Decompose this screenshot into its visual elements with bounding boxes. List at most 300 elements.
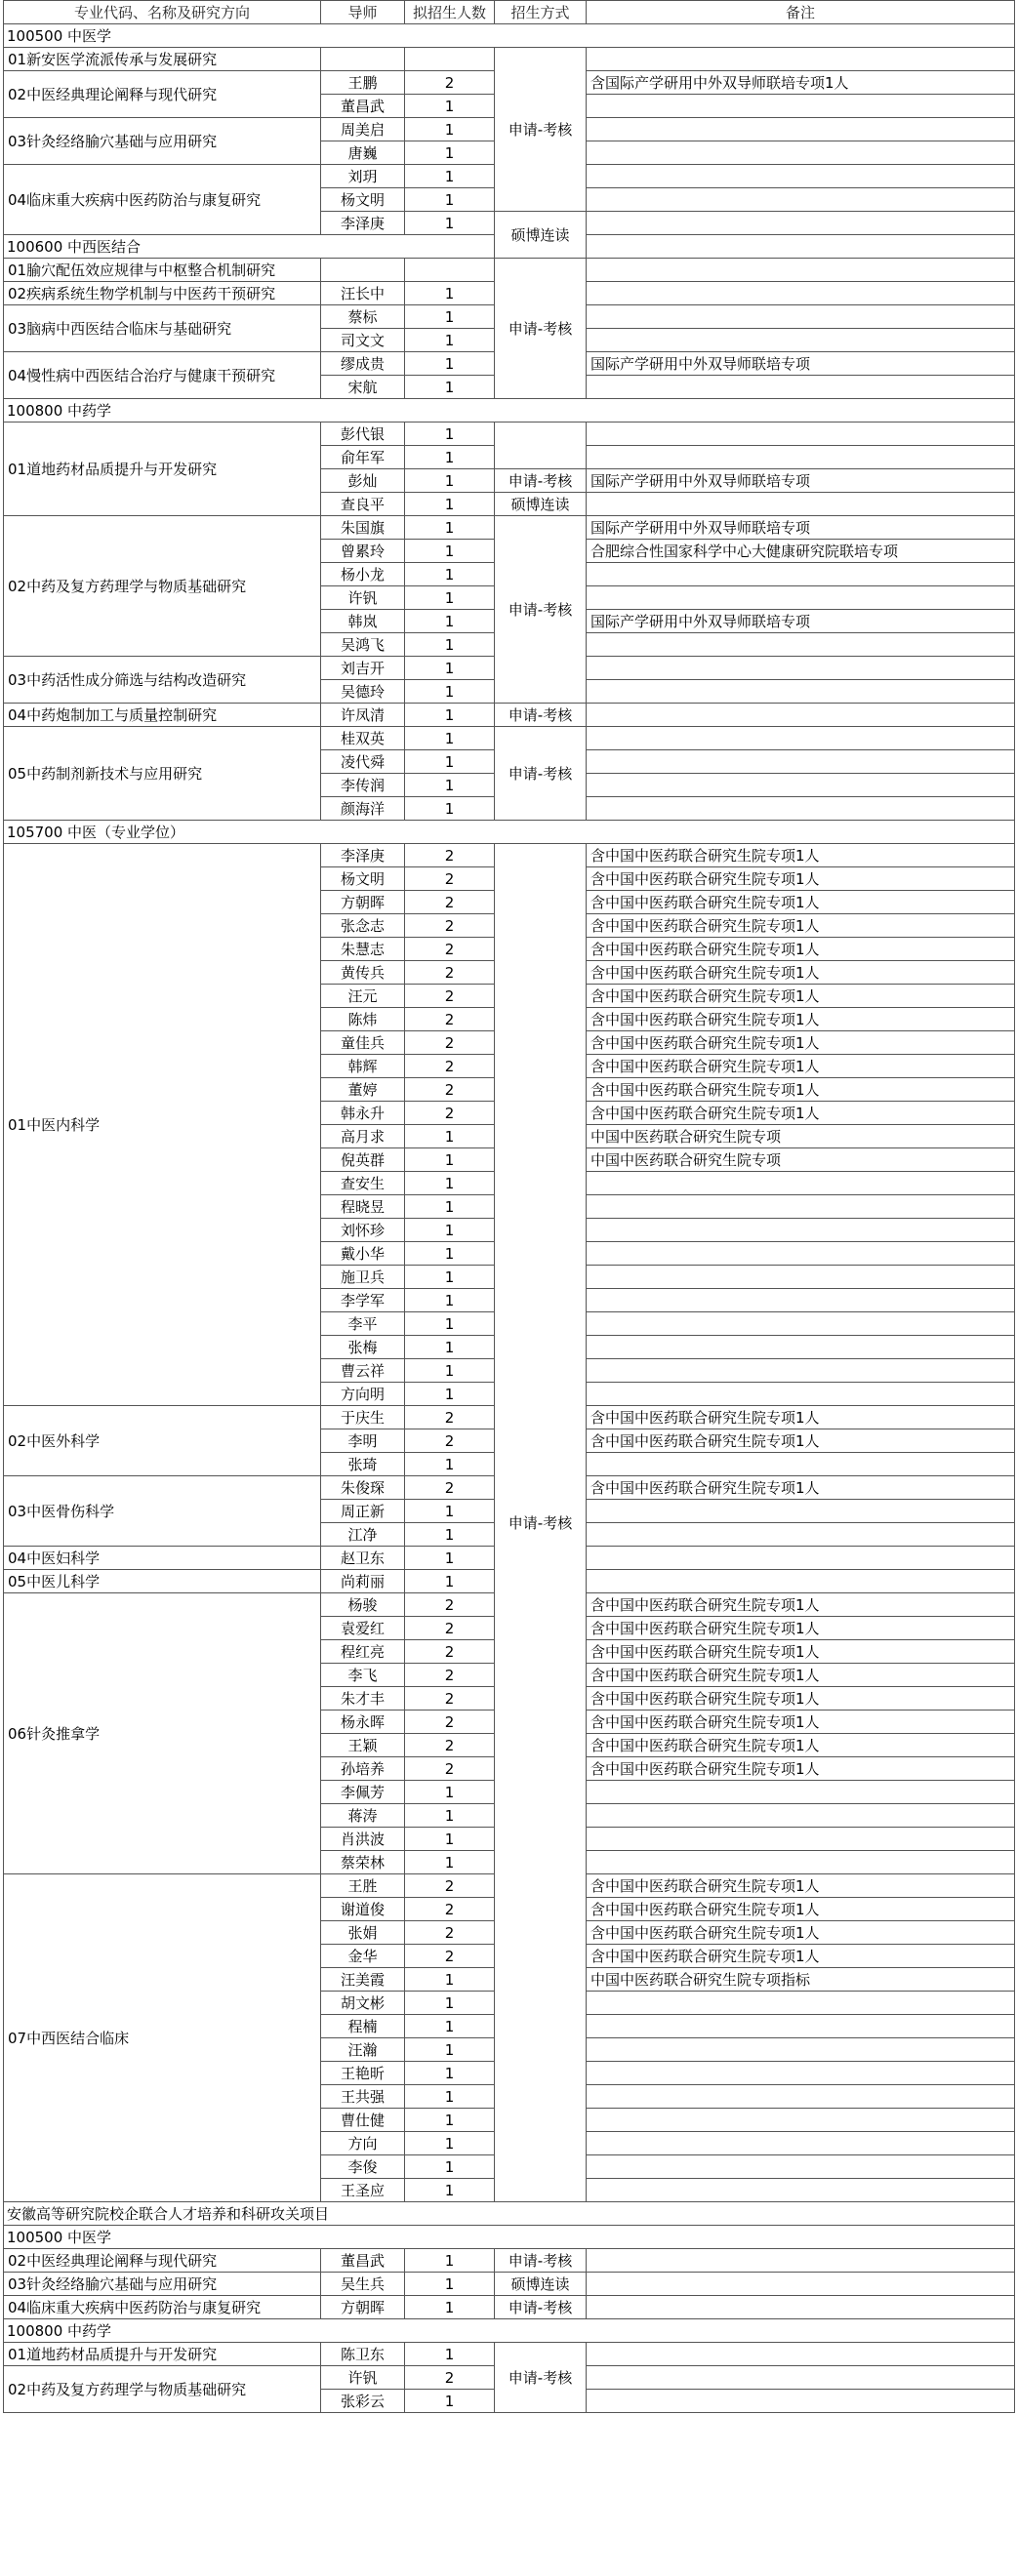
quota: 2 [405,961,495,985]
advisor: 高月求 [321,1125,405,1148]
enrollment-method: 申请-考核 [495,48,587,212]
quota: 1 [405,1125,495,1148]
advisor: 李泽庚 [321,212,405,235]
section-row [4,2226,1015,2249]
enrollment-method: 申请-考核 [495,704,587,727]
remarks [587,259,1015,282]
remarks [587,2085,1015,2109]
advisor: 谢道俊 [321,1898,405,1921]
advisor: 童佳兵 [321,1031,405,1055]
quota: 2 [405,1945,495,1968]
quota: 1 [405,1968,495,1992]
quota: 1 [405,1828,495,1851]
remarks [587,2132,1015,2155]
remarks [587,774,1015,797]
quota: 1 [405,1992,495,2015]
remarks: 含中国中医药联合研究生院专项1人 [587,1687,1015,1711]
table-row [4,704,1015,727]
advisor: 杨骏 [321,1593,405,1617]
advisor: 汪元 [321,985,405,1008]
header-quota: 拟招生人数 [405,1,495,24]
project-title: 安徽高等研究院校企联合人才培养和科研攻关项目 [4,2202,1015,2226]
enrollment-method: 申请-考核 [495,2296,587,2319]
quota: 1 [405,1172,495,1195]
remarks: 含中国中医药联合研究生院专项1人 [587,1102,1015,1125]
advisor: 司文文 [321,329,405,352]
quota: 2 [405,1664,495,1687]
remarks: 含中国中医药联合研究生院专项1人 [587,1874,1015,1898]
remarks [587,633,1015,657]
table-body [4,1,1015,2413]
quota: 1 [405,704,495,727]
remarks [587,1242,1015,1266]
remarks: 含中国中医药联合研究生院专项1人 [587,1617,1015,1640]
advisor: 杨小龙 [321,563,405,586]
advisor: 程楠 [321,2015,405,2038]
quota: 1 [405,493,495,516]
header-row [4,1,1015,24]
direction: 04中药炮制加工与质量控制研究 [4,704,321,727]
quota: 2 [405,1617,495,1640]
enrollment-method: 硕博连读 [495,212,587,259]
quota: 2 [405,891,495,914]
quota: 2 [405,1593,495,1617]
quota: 2 [405,1898,495,1921]
enrollment-method: 申请-考核 [495,516,587,704]
advisor: 王共强 [321,2085,405,2109]
direction: 04慢性病中西医结合治疗与健康干预研究 [4,352,321,399]
advisor: 唐巍 [321,141,405,165]
remarks [587,188,1015,212]
quota: 1 [405,2109,495,2132]
quota: 1 [405,95,495,118]
remarks: 国际产学研用中外双导师联培专项 [587,469,1015,493]
advisor: 朱慧志 [321,938,405,961]
advisor: 朱才丰 [321,1687,405,1711]
advisor: 蔡荣林 [321,1851,405,1874]
advisor: 王胜 [321,1874,405,1898]
quota: 1 [405,1359,495,1383]
remarks: 含中国中医药联合研究生院专项1人 [587,961,1015,985]
advisor: 张琦 [321,1453,405,1476]
advisor: 蔡标 [321,305,405,329]
advisor: 方朝晖 [321,891,405,914]
quota: 1 [405,657,495,680]
advisor: 张梅 [321,1336,405,1359]
quota: 1 [405,212,495,235]
direction: 03中药活性成分筛选与结构改造研究 [4,657,321,704]
quota: 2 [405,71,495,95]
advisor: 刘吉开 [321,657,405,680]
advisor: 李平 [321,1312,405,1336]
remarks [587,493,1015,516]
direction-row [4,48,1015,71]
advisor: 彭灿 [321,469,405,493]
remarks [587,2343,1015,2366]
remarks [587,704,1015,727]
remarks [587,1195,1015,1219]
advisor: 王颖 [321,1734,405,1757]
advisor: 曹云祥 [321,1359,405,1383]
direction: 01道地药材品质提升与开发研究 [4,423,321,516]
remarks [587,1570,1015,1593]
quota: 1 [405,633,495,657]
direction: 02中药及复方药理学与物质基础研究 [4,516,321,657]
quota: 1 [405,1219,495,1242]
quota: 1 [405,118,495,141]
remarks [587,329,1015,352]
section-title: 100800 中药学 [4,399,1015,423]
advisor: 董昌武 [321,2249,405,2273]
advisor: 俞年军 [321,446,405,469]
remarks [587,2179,1015,2202]
advisor: 戴小华 [321,1242,405,1266]
quota: 2 [405,1078,495,1102]
direction: 02中药及复方药理学与物质基础研究 [4,2366,321,2413]
direction: 02中医经典理论阐释与现代研究 [4,71,321,118]
direction: 01新安医学流派传承与发展研究 [4,48,321,71]
remarks: 合肥综合性国家科学中心大健康研究院联培专项 [587,540,1015,563]
quota: 1 [405,2062,495,2085]
advisor: 吴德玲 [321,680,405,704]
enrollment-method: 申请-考核 [495,844,587,2202]
quota: 1 [405,727,495,750]
advisor: 黄传兵 [321,961,405,985]
quota: 2 [405,1055,495,1078]
direction: 01腧穴配伍效应规律与中枢整合机制研究 [4,259,321,282]
enrollment-method: 申请-考核 [495,727,587,821]
quota: 1 [405,329,495,352]
quota: 2 [405,1711,495,1734]
quota: 1 [405,1851,495,1874]
direction: 02疾病系统生物学机制与中医药干预研究 [4,282,321,305]
advisor: 宋航 [321,376,405,399]
quota: 1 [405,2085,495,2109]
quota: 1 [405,2296,495,2319]
table-row [4,844,1015,867]
table-row [4,423,1015,446]
quota: 1 [405,2155,495,2179]
remarks [587,212,1015,235]
advisor: 王艳昕 [321,2062,405,2085]
quota: 2 [405,914,495,938]
quota: 1 [405,1453,495,1476]
remarks [587,2273,1015,2296]
advisor: 李飞 [321,1664,405,1687]
advisor: 蒋涛 [321,1804,405,1828]
remarks [587,1992,1015,2015]
quota: 2 [405,938,495,961]
quota: 1 [405,2343,495,2366]
remarks [587,1851,1015,1874]
advisor: 李传润 [321,774,405,797]
advisor: 程晓昱 [321,1195,405,1219]
header-direction: 专业代码、名称及研究方向 [4,1,321,24]
advisor: 程红亮 [321,1640,405,1664]
quota: 1 [405,586,495,610]
advisor: 李佩芳 [321,1781,405,1804]
quota: 2 [405,1429,495,1453]
remarks: 含中国中医药联合研究生院专项1人 [587,1734,1015,1757]
advisor: 曾累玲 [321,540,405,563]
remarks: 含中国中医药联合研究生院专项1人 [587,938,1015,961]
header-advisor: 导师 [321,1,405,24]
advisor: 金华 [321,1945,405,1968]
remarks [587,2062,1015,2085]
advisor: 方向 [321,2132,405,2155]
advisor: 吴鸿飞 [321,633,405,657]
advisor: 缪成贵 [321,352,405,376]
quota [405,48,495,71]
advisor: 彭代银 [321,423,405,446]
remarks: 含中国中医药联合研究生院专项1人 [587,1476,1015,1500]
quota: 1 [405,352,495,376]
remarks [587,1547,1015,1570]
quota: 1 [405,1547,495,1570]
remarks [587,586,1015,610]
remarks [587,376,1015,399]
remarks: 含中国中医药联合研究生院专项1人 [587,1757,1015,1781]
quota: 1 [405,1312,495,1336]
remarks [587,2366,1015,2390]
enrollment-method: 申请-考核 [495,469,587,493]
advisor: 张彩云 [321,2390,405,2413]
advisor: 董婷 [321,1078,405,1102]
table-row [4,2249,1015,2273]
remarks [587,1523,1015,1547]
section-row [4,821,1015,844]
remarks [587,282,1015,305]
section-row [4,24,1015,48]
remarks [587,657,1015,680]
remarks [587,563,1015,586]
quota: 1 [405,1336,495,1359]
direction: 02中医经典理论阐释与现代研究 [4,2249,321,2273]
advisor: 陈卫东 [321,2343,405,2366]
quota: 1 [405,1383,495,1406]
advisor: 查安生 [321,1172,405,1195]
advisor: 朱俊琛 [321,1476,405,1500]
advisor: 方向明 [321,1383,405,1406]
remarks [587,1781,1015,1804]
advisor: 袁爱红 [321,1617,405,1640]
section-title: 105700 中医（专业学位） [4,821,1015,844]
advisor: 韩辉 [321,1055,405,1078]
quota: 1 [405,2015,495,2038]
advisor: 胡文彬 [321,1992,405,2015]
advisor: 刘怀珍 [321,1219,405,1242]
remarks [587,727,1015,750]
advisor: 方朝晖 [321,2296,405,2319]
remarks: 含中国中医药联合研究生院专项1人 [587,1078,1015,1102]
remarks [587,423,1015,446]
direction: 01道地药材品质提升与开发研究 [4,2343,321,2366]
remarks: 含中国中医药联合研究生院专项1人 [587,1945,1015,1968]
remarks: 含中国中医药联合研究生院专项1人 [587,1055,1015,1078]
advisor: 朱国旗 [321,516,405,540]
remarks [587,2390,1015,2413]
remarks [587,1453,1015,1476]
quota: 2 [405,1008,495,1031]
header-method: 招生方式 [495,1,587,24]
quota: 2 [405,985,495,1008]
remarks: 国际产学研用中外双导师联培专项 [587,352,1015,376]
quota: 1 [405,1289,495,1312]
direction: 03针灸经络腧穴基础与应用研究 [4,2273,321,2296]
advisor: 汪长中 [321,282,405,305]
remarks: 含中国中医药联合研究生院专项1人 [587,914,1015,938]
remarks [587,1312,1015,1336]
advisor [321,259,405,282]
remarks [587,141,1015,165]
quota: 2 [405,844,495,867]
remarks: 国际产学研用中外双导师联培专项 [587,610,1015,633]
advisor: 王鹏 [321,71,405,95]
quota: 1 [405,750,495,774]
quota: 1 [405,797,495,821]
advisor: 汪美霞 [321,1968,405,1992]
remarks: 含中国中医药联合研究生院专项1人 [587,1429,1015,1453]
advisor: 倪英群 [321,1148,405,1172]
advisor: 李学军 [321,1289,405,1312]
quota: 2 [405,1031,495,1055]
advisor: 江净 [321,1523,405,1547]
remarks [587,1266,1015,1289]
quota: 2 [405,1687,495,1711]
remarks [587,2155,1015,2179]
remarks: 含中国中医药联合研究生院专项1人 [587,891,1015,914]
remarks: 含中国中医药联合研究生院专项1人 [587,1593,1015,1617]
remarks [587,1289,1015,1312]
quota: 1 [405,1500,495,1523]
quota: 1 [405,516,495,540]
remarks [587,1172,1015,1195]
remarks [587,797,1015,821]
quota: 1 [405,610,495,633]
quota: 1 [405,2273,495,2296]
advisor: 李俊 [321,2155,405,2179]
quota: 2 [405,2366,495,2390]
quota: 2 [405,1757,495,1781]
remarks: 含中国中医药联合研究生院专项1人 [587,1664,1015,1687]
remarks: 含中国中医药联合研究生院专项1人 [587,867,1015,891]
advisor: 杨文明 [321,867,405,891]
advisor: 许钒 [321,2366,405,2390]
quota: 2 [405,1734,495,1757]
direction: 05中药制剂新技术与应用研究 [4,727,321,821]
quota: 1 [405,446,495,469]
advisor: 赵卫东 [321,1547,405,1570]
advisor: 刘玥 [321,165,405,188]
remarks: 含中国中医药联合研究生院专项1人 [587,844,1015,867]
direction: 04临床重大疾病中医药防治与康复研究 [4,165,321,235]
section-row [4,399,1015,423]
advisor: 张念志 [321,914,405,938]
quota: 1 [405,1523,495,1547]
direction: 03脑病中西医结合临床与基础研究 [4,305,321,352]
advisor: 董昌武 [321,95,405,118]
section-title: 100800 中药学 [4,2319,1015,2343]
remarks [587,2109,1015,2132]
advisor: 孙培养 [321,1757,405,1781]
advisor: 王圣应 [321,2179,405,2202]
remarks: 国际产学研用中外双导师联培专项 [587,516,1015,540]
advisor: 颜海洋 [321,797,405,821]
advisor: 李泽庚 [321,844,405,867]
quota: 1 [405,1195,495,1219]
quota: 2 [405,867,495,891]
remarks [587,750,1015,774]
enrollment-method: 申请-考核 [495,2343,587,2413]
quota: 1 [405,1570,495,1593]
enrollment-method [495,423,587,469]
section-title: 100500 中医学 [4,2226,1015,2249]
quota: 1 [405,1242,495,1266]
advisor: 韩岚 [321,610,405,633]
advisor: 杨文明 [321,188,405,212]
remarks [587,305,1015,329]
direction: 04临床重大疾病中医药防治与康复研究 [4,2296,321,2319]
remarks: 含中国中医药联合研究生院专项1人 [587,1921,1015,1945]
direction: 03中医骨伤科学 [4,1476,321,1547]
quota: 1 [405,680,495,704]
direction: 01中医内科学 [4,844,321,1406]
quota: 1 [405,563,495,586]
advisor: 曹仕健 [321,2109,405,2132]
advisor: 汪瀚 [321,2038,405,2062]
quota [405,259,495,282]
table-row [4,2273,1015,2296]
quota: 1 [405,1266,495,1289]
quota: 1 [405,2132,495,2155]
quota: 1 [405,188,495,212]
table-row [4,2296,1015,2319]
remarks: 中国中医药联合研究生院专项 [587,1125,1015,1148]
remarks [587,1383,1015,1406]
quota: 1 [405,1148,495,1172]
quota: 1 [405,774,495,797]
remarks: 中国中医药联合研究生院专项指标 [587,1968,1015,1992]
advisor: 肖洪波 [321,1828,405,1851]
quota: 1 [405,423,495,446]
direction: 07中西医结合临床 [4,1874,321,2202]
remarks [587,1359,1015,1383]
advisor: 于庆生 [321,1406,405,1429]
remarks [587,48,1015,71]
project-title-row [4,2202,1015,2226]
section-row [4,235,1015,259]
remarks: 含中国中医药联合研究生院专项1人 [587,1711,1015,1734]
remarks [587,2249,1015,2273]
direction: 03针灸经络腧穴基础与应用研究 [4,118,321,165]
quota: 1 [405,282,495,305]
remarks: 含中国中医药联合研究生院专项1人 [587,985,1015,1008]
advisor: 凌代舜 [321,750,405,774]
advisor: 桂双英 [321,727,405,750]
advisor: 吴生兵 [321,2273,405,2296]
table-row [4,727,1015,750]
advisor: 杨永晖 [321,1711,405,1734]
advisor: 尚莉丽 [321,1570,405,1593]
quota: 2 [405,1640,495,1664]
advisor: 查良平 [321,493,405,516]
remarks [587,2296,1015,2319]
remarks: 含中国中医药联合研究生院专项1人 [587,1031,1015,1055]
remarks: 中国中医药联合研究生院专项 [587,1148,1015,1172]
remarks [587,680,1015,704]
direction: 04中医妇科学 [4,1547,321,1570]
quota: 1 [405,165,495,188]
